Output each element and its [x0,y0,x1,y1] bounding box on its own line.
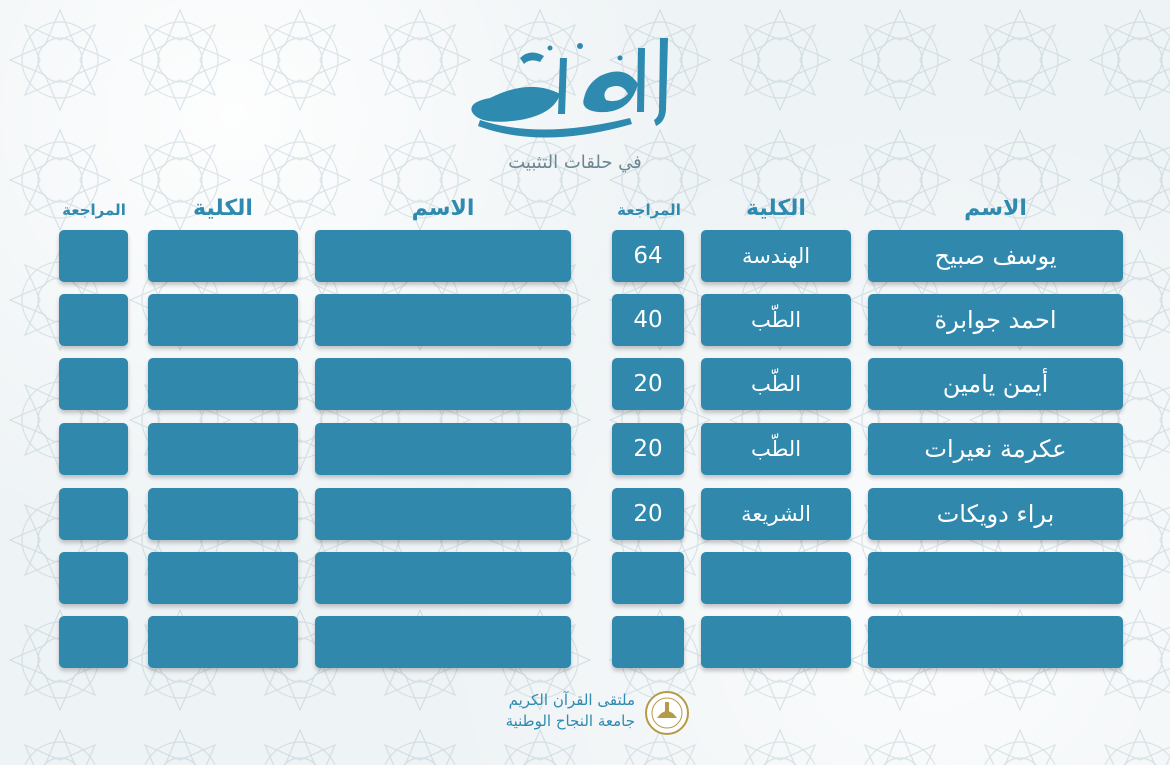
left-header-score: المراجعة [62,201,126,219]
right-row-1-name-cell: يوسف صبيح [868,230,1123,282]
left-row-6-score-cell [59,552,128,604]
right-row-4-name-cell: عكرمة نعيرات [868,423,1123,475]
left-row-5-college-cell [148,488,298,540]
right-row-6-name-cell [868,552,1123,604]
right-header-college: الكلية [746,196,806,221]
left-row-4-score-cell [59,423,128,475]
right-row-1-score-cell: 64 [612,230,684,282]
right-row-5-score-cell: 20 [612,488,684,540]
right-row-3-college-cell: الطّب [701,358,851,410]
left-row-6-name-cell [315,552,571,604]
left-row-1-college-cell [148,230,298,282]
left-row-2-name-cell [315,294,571,346]
left-row-5-score-cell [59,488,128,540]
left-row-1-score-cell [59,230,128,282]
left-row-3-college-cell [148,358,298,410]
left-row-2-score-cell [59,294,128,346]
left-row-2-college-cell [148,294,298,346]
left-header-college: الكلية [193,196,253,221]
university-emblem-icon [644,690,690,736]
right-row-2-name-cell: احمد جوابرة [868,294,1123,346]
right-header-name: الاسم [964,196,1027,221]
right-row-7-college-cell [701,616,851,668]
right-row-3-score-cell: 20 [612,358,684,410]
left-row-3-score-cell [59,358,128,410]
left-row-4-name-cell [315,423,571,475]
left-row-1-name-cell [315,230,571,282]
right-row-5-name-cell: براء دويكات [868,488,1123,540]
right-row-2-college-cell: الطّب [701,294,851,346]
left-row-3-name-cell [315,358,571,410]
right-row-6-score-cell [612,552,684,604]
left-row-4-college-cell [148,423,298,475]
right-row-7-score-cell [612,616,684,668]
right-row-3-name-cell: أيمن يامين [868,358,1123,410]
footer [480,686,690,746]
left-row-5-name-cell [315,488,571,540]
footer-line-1: ملتقى القرآن الكريم [508,691,635,709]
footer-line-2: جامعة النجاح الوطنية [505,712,635,730]
page-subtitle: في حلقات التثبيت [508,152,642,173]
right-row-4-college-cell: الطّب [701,423,851,475]
right-row-4-score-cell: 20 [612,423,684,475]
calligraphy-title [460,28,690,146]
left-row-7-score-cell [59,616,128,668]
left-row-7-name-cell [315,616,571,668]
right-header-score: المراجعة [617,201,681,219]
left-row-6-college-cell [148,552,298,604]
right-row-1-college-cell: الهندسة [701,230,851,282]
right-row-7-name-cell [868,616,1123,668]
right-row-6-college-cell [701,552,851,604]
right-row-2-score-cell: 40 [612,294,684,346]
right-row-5-college-cell: الشريعة [701,488,851,540]
left-header-name: الاسم [411,196,475,221]
left-row-7-college-cell [148,616,298,668]
